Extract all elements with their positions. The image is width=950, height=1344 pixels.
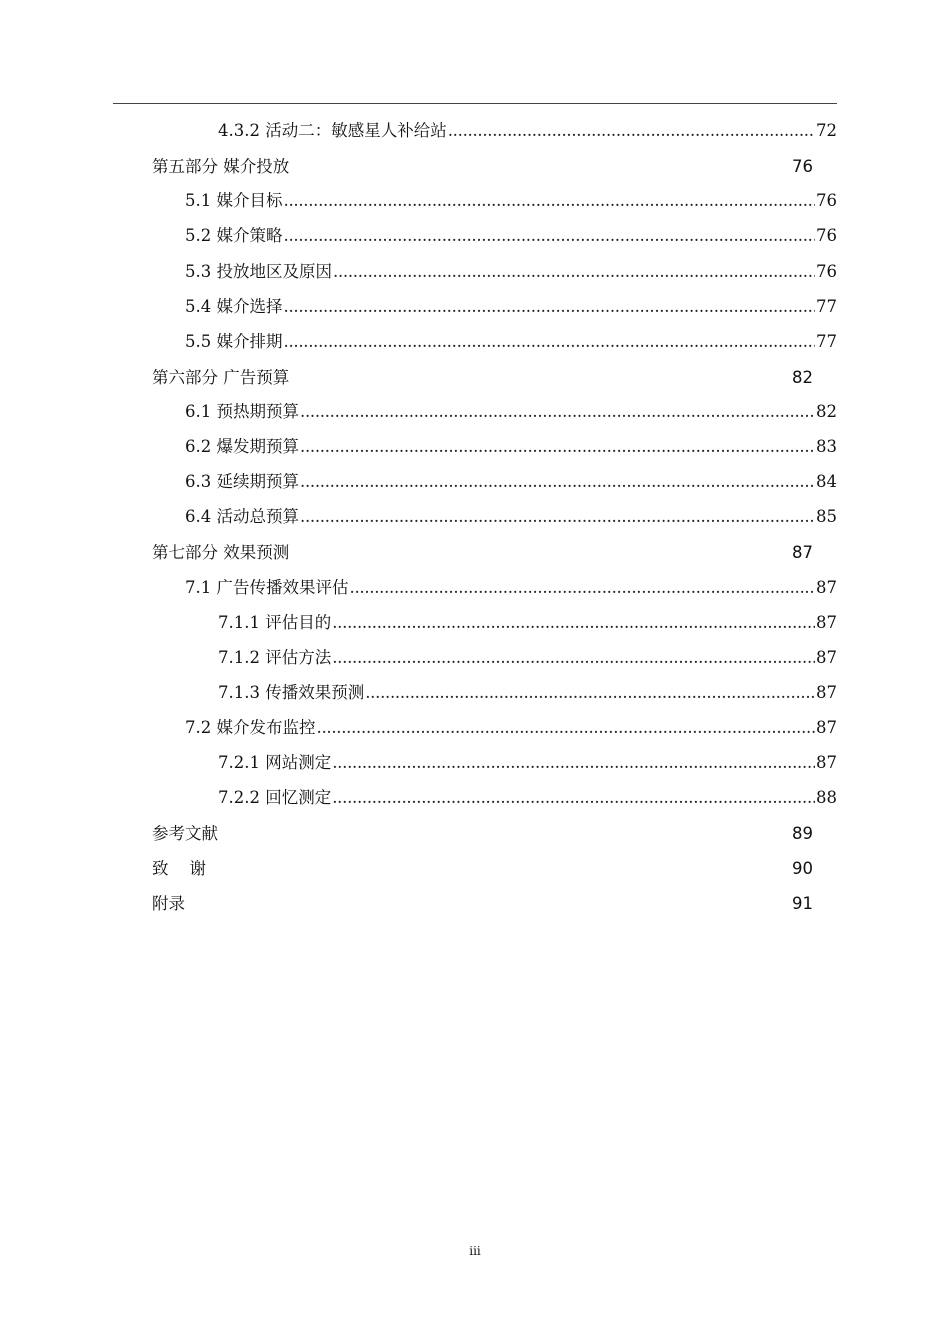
- toc-entry[interactable]: [185, 261, 837, 283]
- toc-entry-page: 83: [816, 437, 837, 456]
- dot-leader: [300, 401, 815, 423]
- toc-section-heading[interactable]: [152, 893, 813, 915]
- toc-entry[interactable]: [185, 471, 837, 493]
- dot-leader: [284, 296, 816, 318]
- toc-section-label: 第五部分 媒介投放: [152, 157, 290, 176]
- toc-entry-page: 84: [816, 472, 837, 491]
- toc-entry[interactable]: [185, 401, 837, 423]
- toc-entry-page: 88: [816, 788, 837, 807]
- toc-entry-page: 82: [816, 402, 837, 421]
- toc-entry[interactable]: [218, 787, 837, 809]
- toc-entry-page: 76: [816, 262, 837, 281]
- toc-section-label: 第六部分 广告预算: [152, 368, 290, 387]
- toc-entry-page: 76: [816, 226, 837, 245]
- toc-section-page: 89: [792, 824, 813, 843]
- toc-entry-label: 7.1 广告传播效果评估: [185, 578, 349, 597]
- toc-section-page: 87: [792, 543, 813, 562]
- toc-entry-label: 7.2.1 网站测定: [218, 753, 332, 772]
- dot-leader: [365, 682, 815, 704]
- toc-entry[interactable]: [185, 296, 837, 318]
- dot-leader: [332, 752, 815, 774]
- toc-entry-label: 5.3 投放地区及原因: [185, 262, 332, 281]
- toc-entry-page: 87: [816, 613, 837, 632]
- toc-entry[interactable]: [218, 682, 837, 704]
- toc-entry-label: 5.5 媒介排期: [185, 332, 283, 351]
- toc-entry-label: 7.1.3 传播效果预测: [218, 683, 365, 702]
- toc-entry-label: 5.2 媒介策略: [185, 226, 283, 245]
- toc-entry-page: 72: [816, 121, 837, 140]
- toc-entry-page: 87: [816, 753, 837, 772]
- toc-entry-page: 87: [816, 648, 837, 667]
- toc-entry-label: 6.4 活动总预算: [185, 507, 299, 526]
- toc-entry-page: 77: [816, 297, 837, 316]
- dot-leader: [350, 577, 816, 599]
- toc-entry-label: 4.3.2 活动二：敏感星人补给站: [218, 121, 447, 140]
- toc-entry[interactable]: [218, 647, 837, 669]
- dot-leader: [284, 331, 816, 353]
- dot-leader: [333, 261, 815, 283]
- dot-leader: [332, 612, 815, 634]
- toc-entry[interactable]: [185, 506, 837, 528]
- toc-entry-label: 7.1.1 评估目的: [218, 613, 332, 632]
- toc-entry-page: 87: [816, 578, 837, 597]
- dot-leader: [332, 787, 815, 809]
- toc-entry-label: 7.1.2 评估方法: [218, 648, 332, 667]
- toc-entry-label: 7.2.2 回忆测定: [218, 788, 332, 807]
- toc-section-label: 第七部分 效果预测: [152, 543, 290, 562]
- toc-entry-page: 87: [816, 718, 837, 737]
- toc-section-heading[interactable]: [152, 823, 813, 845]
- toc-entry-label: 6.1 预热期预算: [185, 402, 299, 421]
- toc-section-label: 附录: [152, 894, 185, 913]
- toc-section-page: 90: [792, 859, 813, 878]
- toc-entry-page: 76: [816, 191, 837, 210]
- toc-entry[interactable]: [185, 577, 837, 599]
- toc-entry[interactable]: [185, 190, 837, 212]
- toc-entry[interactable]: [185, 717, 837, 739]
- dot-leader: [284, 225, 816, 247]
- toc-section-page: 82: [792, 368, 813, 387]
- toc-entry-label: 7.2 媒介发布监控: [185, 718, 316, 737]
- toc-section-heading[interactable]: [152, 367, 813, 389]
- toc-entry[interactable]: [185, 436, 837, 458]
- dot-leader: [317, 717, 816, 739]
- toc-entry[interactable]: [218, 120, 837, 142]
- toc-entry[interactable]: [185, 225, 837, 247]
- toc-entry-label: 6.3 延续期预算: [185, 472, 299, 491]
- dot-leader: [448, 120, 815, 142]
- toc-entry-page: 87: [816, 683, 837, 702]
- dot-leader: [300, 506, 815, 528]
- toc-section-label: 致 谢: [152, 859, 206, 878]
- toc-section-heading[interactable]: [152, 542, 813, 564]
- toc-entry-label: 5.4 媒介选择: [185, 297, 283, 316]
- dot-leader: [332, 647, 815, 669]
- toc-section-page: 91: [792, 894, 813, 913]
- toc-entry-page: 85: [816, 507, 837, 526]
- toc-entry[interactable]: [218, 752, 837, 774]
- toc-section-heading[interactable]: [152, 858, 813, 880]
- header-rule: [113, 103, 837, 104]
- dot-leader: [284, 190, 816, 212]
- toc-entry-label: 5.1 媒介目标: [185, 191, 283, 210]
- dot-leader: [300, 471, 815, 493]
- toc-entry-page: 77: [816, 332, 837, 351]
- toc-entry-label: 6.2 爆发期预算: [185, 437, 299, 456]
- toc-entry[interactable]: [218, 612, 837, 634]
- dot-leader: [300, 436, 815, 458]
- toc-section-label: 参考文献: [152, 824, 218, 843]
- toc-section-heading[interactable]: [152, 156, 813, 178]
- toc-entry[interactable]: [185, 331, 837, 353]
- page-number-footer: iii: [469, 1244, 481, 1258]
- toc-section-page: 76: [792, 157, 813, 176]
